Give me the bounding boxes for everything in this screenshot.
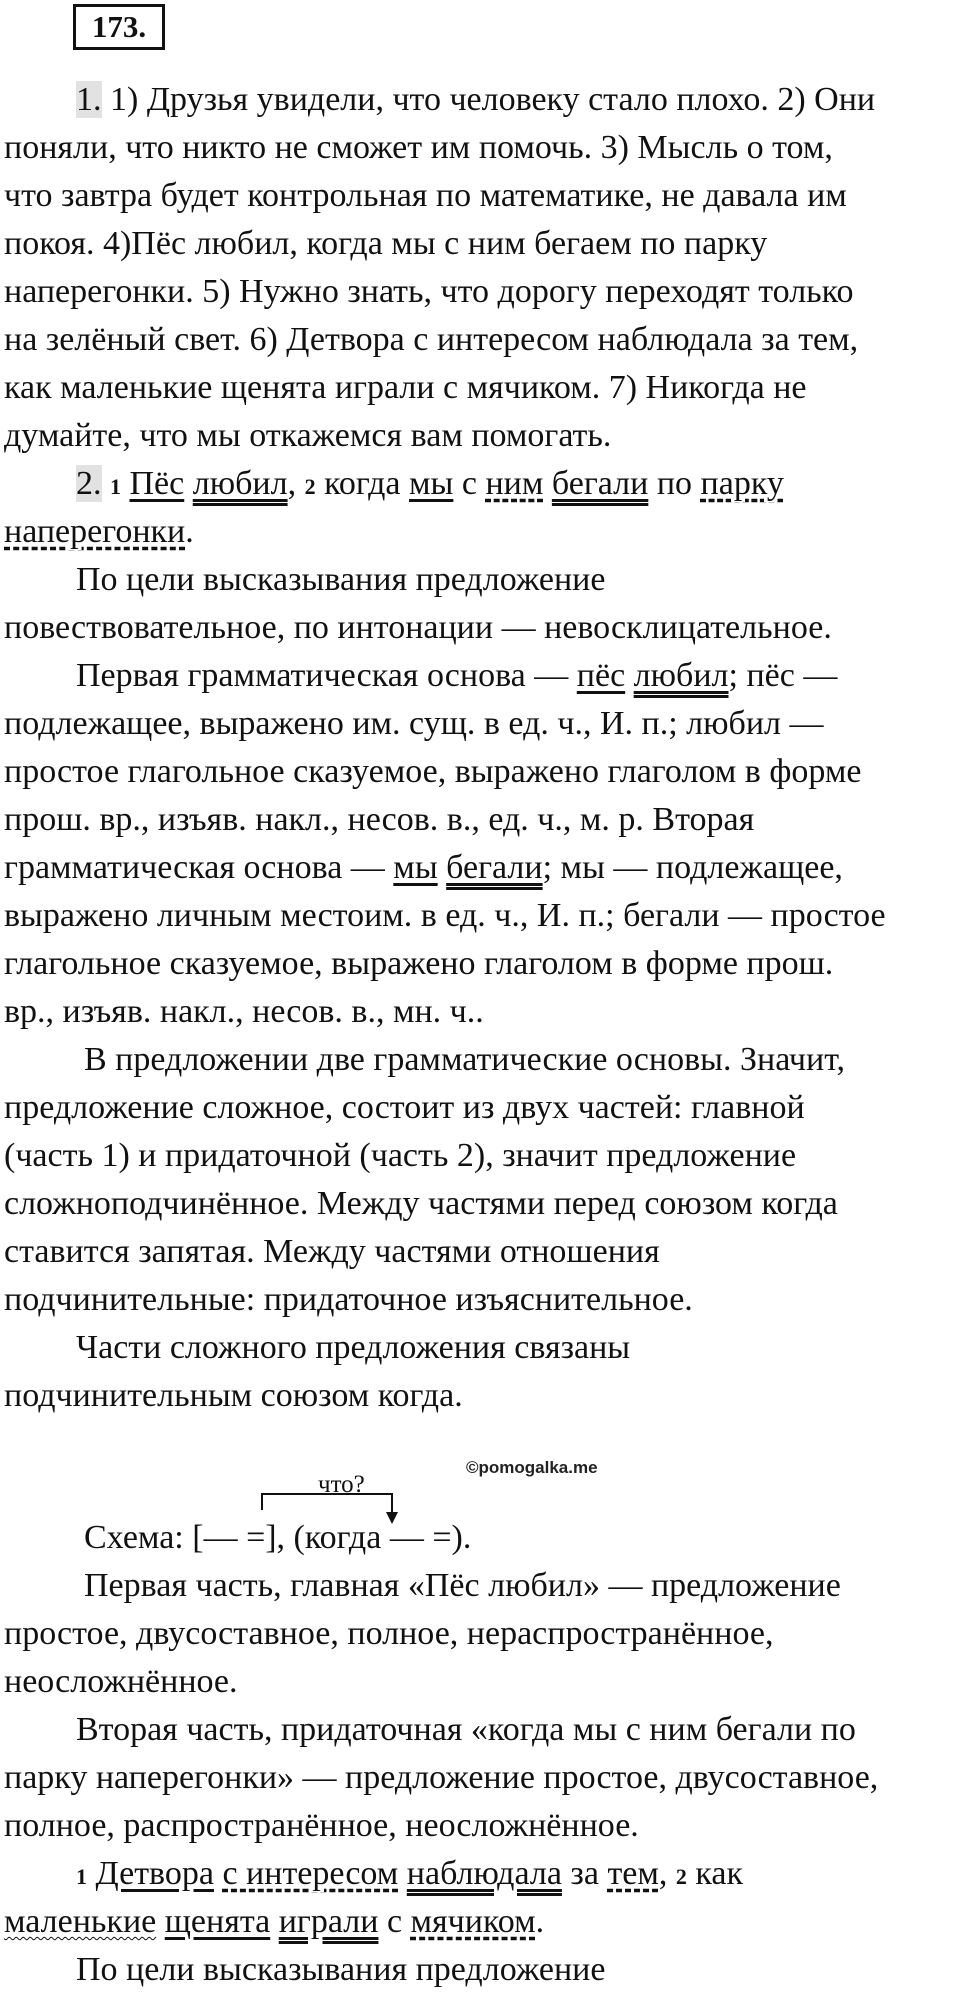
para1-line6: на зелёный свет. 6) Детвора с интересом наблюдала за тем, — [4, 321, 859, 358]
base1-subject-pes: пёс — [576, 657, 626, 694]
para1-line8: думайте, что мы откажемся вам помогать. — [4, 417, 612, 454]
link-line2: подчинительным союзом когда. — [4, 1377, 463, 1414]
item-number-1: 1. — [76, 81, 102, 118]
part1-line3: неосложнённое. — [4, 1663, 238, 1700]
schema-question: что? — [318, 1471, 365, 1498]
s6-part-marker-2: 2 — [675, 1864, 687, 1889]
part2-line2: парку наперегонки» — предложение простое, двусоставное, — [4, 1759, 879, 1796]
s6-object-myachikom: мячиком — [410, 1903, 536, 1940]
s6-predicate-igrali: играли — [278, 1903, 379, 1940]
sentence6-line2 — [4, 1898, 544, 1946]
comma: , — [287, 465, 297, 502]
part-marker-1: 1 — [110, 474, 121, 499]
item-number-2: 2. — [76, 465, 102, 502]
predicate-begali: бегали — [551, 465, 649, 502]
para1-line7: как маленькие щенята играли с мячиком. 7) Никогда не — [4, 369, 807, 406]
base1-line4: прош. вр., изъяв. накл., несов. в., ед. ч., м. р. Вторая — [4, 801, 755, 838]
goal1-line2: повествовательное, по интонации — невосклицательное. — [4, 609, 832, 646]
word-kogda: когда — [315, 465, 410, 502]
object-nim: ним — [485, 465, 544, 502]
part-marker-2: 2 — [304, 474, 316, 499]
para1-line3: что завтра будет контрольная по математике, не давала им — [4, 177, 847, 214]
word-s: с — [453, 465, 486, 502]
base2-subject-my: мы — [393, 849, 438, 886]
adverbial-naperegonki: наперегонки — [4, 513, 186, 550]
link-line1: Части сложного предложения связаны — [76, 1329, 631, 1366]
para1-line2: поняли, что никто не сможет им помочь. 3) Мысль о том, — [4, 129, 833, 166]
watermark: ©pomogalka.me — [466, 1458, 598, 1477]
s6-word-za: за — [561, 1855, 608, 1892]
schema-line: Схема: [— =], (когда — =). — [84, 1519, 472, 1556]
part2-line3: полное, распространённое, неосложнённое. — [4, 1807, 639, 1844]
s6-attribute-malenkie: маленькие — [4, 1903, 157, 1940]
s6-subject-detvora: Детвора — [95, 1855, 214, 1892]
para1-line5: наперегонки. 5) Нужно знать, что дорогу переходят только — [4, 273, 854, 310]
s6-object-tem: тем — [607, 1855, 659, 1892]
complex-line5: ставится запятая. Между частями отношения — [4, 1233, 660, 1270]
goal1-line1: По цели высказывания предложение — [76, 561, 606, 598]
complex-line4: сложноподчинённое. Между частями перед союзом когда — [4, 1185, 838, 1222]
subject-pes: Пёс — [129, 465, 185, 502]
base1-line6: выражено личным местоим. в ед. ч., И. п.; бегали — простое — [4, 897, 886, 934]
goal2-line1: По цели высказывания предложение — [76, 1951, 606, 1988]
word-po: по — [648, 465, 701, 502]
complex-line1: В предложении две грамматические основы. Значит, — [84, 1041, 846, 1078]
subject-my: мы — [409, 465, 454, 502]
base1-line1-post: ; пёс — — [728, 657, 838, 694]
sentence6-line1 — [76, 1850, 743, 1898]
base2-predicate-begali: бегали — [446, 849, 543, 886]
base1-predicate-lyubil: любил — [633, 657, 729, 694]
complex-line3: (часть 1) и придаточной (часть 2), значит предложение — [4, 1137, 797, 1174]
para1-line1-text: 1) Друзья увидели, что человеку стало плохо. 2) Они — [101, 81, 876, 118]
s6-word-kak: как — [686, 1855, 744, 1892]
base1-line3: простое глагольное сказуемое, выражено глаголом в форме — [4, 753, 862, 790]
base1-line5-post: ; мы — подлежащее, — [542, 849, 843, 886]
part2-line1: Вторая часть, придаточная «когда мы с ним бегали по — [76, 1711, 856, 1748]
complex-line6: подчинительные: придаточное изъяснительное. — [4, 1281, 693, 1318]
base1-line8: вр., изъяв. накл., несов. в., мн. ч.. — [4, 993, 484, 1030]
s6-period: . — [535, 1903, 545, 1940]
part1-line2: простое, двусоставное, полное, нераспространённое, — [4, 1615, 774, 1652]
complex-line2: предложение сложное, состоит из двух частей: главной — [4, 1089, 805, 1126]
adverbial-parku: парку — [700, 465, 784, 502]
base1-line2: подлежащее, выражено им. сущ. в ед. ч., И. п.; любил — — [4, 705, 824, 742]
base1-line5-pre: грамматическая основа — — [4, 849, 394, 886]
para1-line4: покоя. 4)Пёс любил, когда мы с ним бегаем по парку — [4, 225, 768, 262]
s6-comma: , — [658, 1855, 668, 1892]
s6-part-marker-1: 1 — [76, 1864, 87, 1889]
s6-word-s: с — [378, 1903, 411, 1940]
predicate-lyubil: любил — [192, 465, 288, 502]
part1-line1: Первая часть, главная «Пёс любил» — предложение — [84, 1567, 841, 1604]
task-number-box: 173. — [73, 4, 165, 50]
s6-predicate-nablyudala: наблюдала — [406, 1855, 562, 1892]
base1-line1-pre: Первая грамматическая основа — — [76, 657, 577, 694]
base1-line7: глагольное сказуемое, выражено глаголом в форме прош. — [4, 945, 834, 982]
s6-adverbial-s-interesom: с интересом — [222, 1855, 399, 1892]
s6-subject-shchenyata: щенята — [164, 1903, 271, 1940]
period: . — [185, 513, 194, 550]
